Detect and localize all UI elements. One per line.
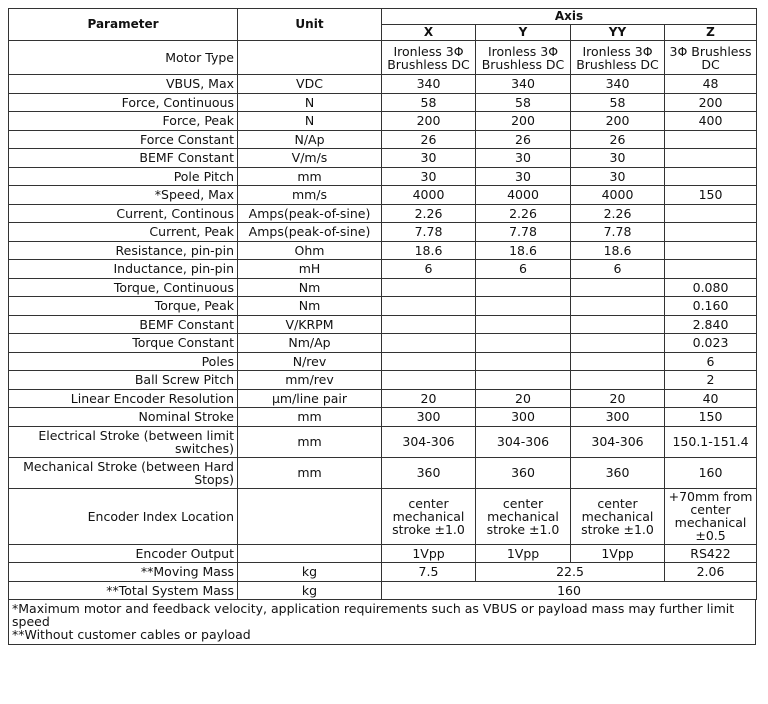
value-cell-yy — [571, 297, 665, 316]
param-cell: Pole Pitch — [9, 167, 238, 186]
unit-cell — [238, 544, 382, 563]
axis-y-header: Y — [476, 25, 571, 41]
unit-cell: N — [238, 93, 382, 112]
param-cell: Poles — [9, 352, 238, 371]
value-cell-yy: 304-306 — [571, 426, 665, 457]
unit-cell: mH — [238, 260, 382, 279]
value-cell-x: 30 — [382, 167, 476, 186]
value-cell-yy: Ironless 3Φ Brushless DC — [571, 41, 665, 75]
value-cell-x — [382, 278, 476, 297]
value-cell-x — [382, 297, 476, 316]
unit-cell: mm/rev — [238, 371, 382, 390]
unit-cell: N/rev — [238, 352, 382, 371]
value-cell-yy — [571, 334, 665, 353]
value-cell-z — [665, 260, 757, 279]
value-cell-x: 18.6 — [382, 241, 476, 260]
spec-sheet — [8, 8, 756, 645]
value-cell-y: 26 — [476, 130, 571, 149]
value-cell-x: 1Vpp — [382, 544, 476, 563]
param-cell: Resistance, pin-pin — [9, 241, 238, 260]
value-cell-y: 7.78 — [476, 223, 571, 242]
value-cell-z — [665, 204, 757, 223]
value-cell-x: 26 — [382, 130, 476, 149]
unit-cell: mm — [238, 426, 382, 457]
value-cell-z: 150 — [665, 186, 757, 205]
value-cell-y: 20 — [476, 389, 571, 408]
param-cell: **Moving Mass — [9, 563, 238, 582]
value-cell-y-yy: 22.5 — [476, 563, 665, 582]
table-row — [9, 297, 757, 316]
unit-cell: Nm — [238, 297, 382, 316]
value-cell-yy — [571, 352, 665, 371]
value-cell-y: 200 — [476, 112, 571, 131]
table-row — [9, 278, 757, 297]
value-cell-y — [476, 315, 571, 334]
axis-z-header: Z — [665, 25, 757, 41]
value-cell-z — [665, 223, 757, 242]
unit-cell: Ohm — [238, 241, 382, 260]
value-cell-y — [476, 278, 571, 297]
param-cell: Encoder Output — [9, 544, 238, 563]
value-cell-x: 30 — [382, 149, 476, 168]
table-row — [9, 260, 757, 279]
axis-header: Axis — [382, 9, 757, 25]
value-cell-yy: 7.78 — [571, 223, 665, 242]
param-cell: BEMF Constant — [9, 149, 238, 168]
value-cell-z: 0.080 — [665, 278, 757, 297]
value-cell-y: 360 — [476, 457, 571, 488]
value-cell-x: 340 — [382, 75, 476, 94]
value-cell-z: 6 — [665, 352, 757, 371]
value-cell-z: 400 — [665, 112, 757, 131]
unit-header: Unit — [238, 9, 382, 41]
param-cell: Inductance, pin-pin — [9, 260, 238, 279]
value-cell-z: 150.1-151.4 — [665, 426, 757, 457]
table-row — [9, 167, 757, 186]
value-cell-z: 2 — [665, 371, 757, 390]
table-row — [9, 488, 757, 544]
param-cell: Nominal Stroke — [9, 408, 238, 427]
param-cell: *Speed, Max — [9, 186, 238, 205]
table-row — [9, 315, 757, 334]
mass-rows — [9, 563, 757, 600]
value-cell-yy: 1Vpp — [571, 544, 665, 563]
param-cell: Torque Constant — [9, 334, 238, 353]
value-cell-z: 160 — [665, 457, 757, 488]
value-cell-yy: 20 — [571, 389, 665, 408]
param-cell: Ball Screw Pitch — [9, 371, 238, 390]
value-cell-y — [476, 297, 571, 316]
value-cell-z: +70mm from center mechanical ±0.5 — [665, 488, 757, 544]
value-cell-yy: 30 — [571, 149, 665, 168]
unit-cell: mm — [238, 408, 382, 427]
value-cell-y: 2.26 — [476, 204, 571, 223]
param-cell: Electrical Stroke (between limit switches) — [9, 426, 238, 457]
value-cell-z: 150 — [665, 408, 757, 427]
value-cell-y: 1Vpp — [476, 544, 571, 563]
value-cell-x — [382, 352, 476, 371]
value-cell-yy: 26 — [571, 130, 665, 149]
value-cell-y: 18.6 — [476, 241, 571, 260]
value-cell-x: 6 — [382, 260, 476, 279]
speed-footnote: *Maximum motor and feedback velocity, application requirements such as VBUS or payload mass may further limit speed — [12, 601, 735, 629]
table-row — [9, 241, 757, 260]
table-row — [9, 352, 757, 371]
value-cell-y: 58 — [476, 93, 571, 112]
unit-cell: VDC — [238, 75, 382, 94]
param-cell: Force, Continuous — [9, 93, 238, 112]
unit-cell: Amps(peak-of-sine) — [238, 223, 382, 242]
axis-x-header: X — [382, 25, 476, 41]
value-cell-z: 3Φ Brushless DC — [665, 41, 757, 75]
param-cell: BEMF Constant — [9, 315, 238, 334]
value-cell-z: 0.023 — [665, 334, 757, 353]
spec-table — [8, 8, 757, 600]
unit-cell: kg — [238, 581, 382, 600]
unit-cell: mm/s — [238, 186, 382, 205]
value-cell-x: 360 — [382, 457, 476, 488]
spec-body — [9, 41, 757, 563]
value-cell-z — [665, 130, 757, 149]
unit-cell: Amps(peak-of-sine) — [238, 204, 382, 223]
value-cell-yy: 200 — [571, 112, 665, 131]
value-cell-yy: 58 — [571, 93, 665, 112]
table-row — [9, 130, 757, 149]
value-cell-y: Ironless 3Φ Brushless DC — [476, 41, 571, 75]
value-cell-z: 48 — [665, 75, 757, 94]
param-cell: **Total System Mass — [9, 581, 238, 600]
value-cell-x: center mechanical stroke ±1.0 — [382, 488, 476, 544]
value-cell-y: 4000 — [476, 186, 571, 205]
value-cell-y: 6 — [476, 260, 571, 279]
unit-cell: N — [238, 112, 382, 131]
param-cell: Torque, Peak — [9, 297, 238, 316]
value-cell-y — [476, 371, 571, 390]
value-cell-y — [476, 352, 571, 371]
value-cell-x: 58 — [382, 93, 476, 112]
param-cell: Torque, Continuous — [9, 278, 238, 297]
value-cell-yy: 6 — [571, 260, 665, 279]
param-cell: Current, Peak — [9, 223, 238, 242]
table-row — [9, 408, 757, 427]
footnotes — [8, 600, 756, 645]
value-cell-z: 40 — [665, 389, 757, 408]
value-cell-x — [382, 371, 476, 390]
unit-cell: V/KRPM — [238, 315, 382, 334]
param-cell: Mechanical Stroke (between Hard Stops) — [9, 457, 238, 488]
unit-cell — [238, 488, 382, 544]
axis-yy-header: YY — [571, 25, 665, 41]
value-cell-x: 300 — [382, 408, 476, 427]
param-cell: Force, Peak — [9, 112, 238, 131]
value-cell-yy: 300 — [571, 408, 665, 427]
unit-cell — [238, 41, 382, 75]
table-row — [9, 186, 757, 205]
value-cell-y: 30 — [476, 149, 571, 168]
value-cell-yy: 340 — [571, 75, 665, 94]
value-cell-y: 340 — [476, 75, 571, 94]
param-cell: Force Constant — [9, 130, 238, 149]
value-cell-yy: 30 — [571, 167, 665, 186]
unit-cell: V/m/s — [238, 149, 382, 168]
value-cell-x: 200 — [382, 112, 476, 131]
value-cell-z: RS422 — [665, 544, 757, 563]
value-cell-x: Ironless 3Φ Brushless DC — [382, 41, 476, 75]
param-cell: VBUS, Max — [9, 75, 238, 94]
value-cell-yy: 2.26 — [571, 204, 665, 223]
table-row — [9, 426, 757, 457]
param-cell: Motor Type — [9, 41, 238, 75]
value-cell-yy — [571, 371, 665, 390]
value-cell-yy — [571, 278, 665, 297]
unit-cell: mm — [238, 167, 382, 186]
param-cell: Current, Continous — [9, 204, 238, 223]
value-cell-z: 2.06 — [665, 563, 757, 582]
unit-cell: Nm — [238, 278, 382, 297]
value-cell-yy: 360 — [571, 457, 665, 488]
table-row — [9, 581, 757, 600]
value-cell-yy: 4000 — [571, 186, 665, 205]
unit-cell: mm — [238, 457, 382, 488]
value-cell-y: 30 — [476, 167, 571, 186]
table-row — [9, 149, 757, 168]
value-cell-y — [476, 334, 571, 353]
param-cell: Linear Encoder Resolution — [9, 389, 238, 408]
param-cell: Encoder Index Location — [9, 488, 238, 544]
unit-cell: Nm/Ap — [238, 334, 382, 353]
value-cell-y: 300 — [476, 408, 571, 427]
value-cell-z: 2.840 — [665, 315, 757, 334]
table-row — [9, 223, 757, 242]
table-row — [9, 112, 757, 131]
value-cell-z — [665, 167, 757, 186]
value-cell-z — [665, 241, 757, 260]
unit-cell: kg — [238, 563, 382, 582]
value-cell-yy: 18.6 — [571, 241, 665, 260]
value-cell-x: 304-306 — [382, 426, 476, 457]
value-cell-x: 7.78 — [382, 223, 476, 242]
unit-cell: μm/line pair — [238, 389, 382, 408]
parameter-header: Parameter — [9, 9, 238, 41]
value-cell-x: 2.26 — [382, 204, 476, 223]
unit-cell: N/Ap — [238, 130, 382, 149]
value-cell-z: 200 — [665, 93, 757, 112]
value-cell-yy: center mechanical stroke ±1.0 — [571, 488, 665, 544]
table-row — [9, 75, 757, 94]
value-cell-yy — [571, 315, 665, 334]
value-cell-x — [382, 315, 476, 334]
value-cell-total: 160 — [382, 581, 757, 600]
table-row — [9, 334, 757, 353]
table-row — [9, 93, 757, 112]
table-row — [9, 389, 757, 408]
table-row — [9, 544, 757, 563]
mass-footnote: **Without customer cables or payload — [12, 627, 251, 642]
value-cell-z: 0.160 — [665, 297, 757, 316]
value-cell-y: center mechanical stroke ±1.0 — [476, 488, 571, 544]
value-cell-y: 304-306 — [476, 426, 571, 457]
table-row — [9, 204, 757, 223]
value-cell-x: 4000 — [382, 186, 476, 205]
value-cell-x — [382, 334, 476, 353]
table-row — [9, 457, 757, 488]
table-row — [9, 371, 757, 390]
value-cell-x: 20 — [382, 389, 476, 408]
value-cell-x: 7.5 — [382, 563, 476, 582]
table-row — [9, 41, 757, 75]
value-cell-z — [665, 149, 757, 168]
table-row — [9, 563, 757, 582]
